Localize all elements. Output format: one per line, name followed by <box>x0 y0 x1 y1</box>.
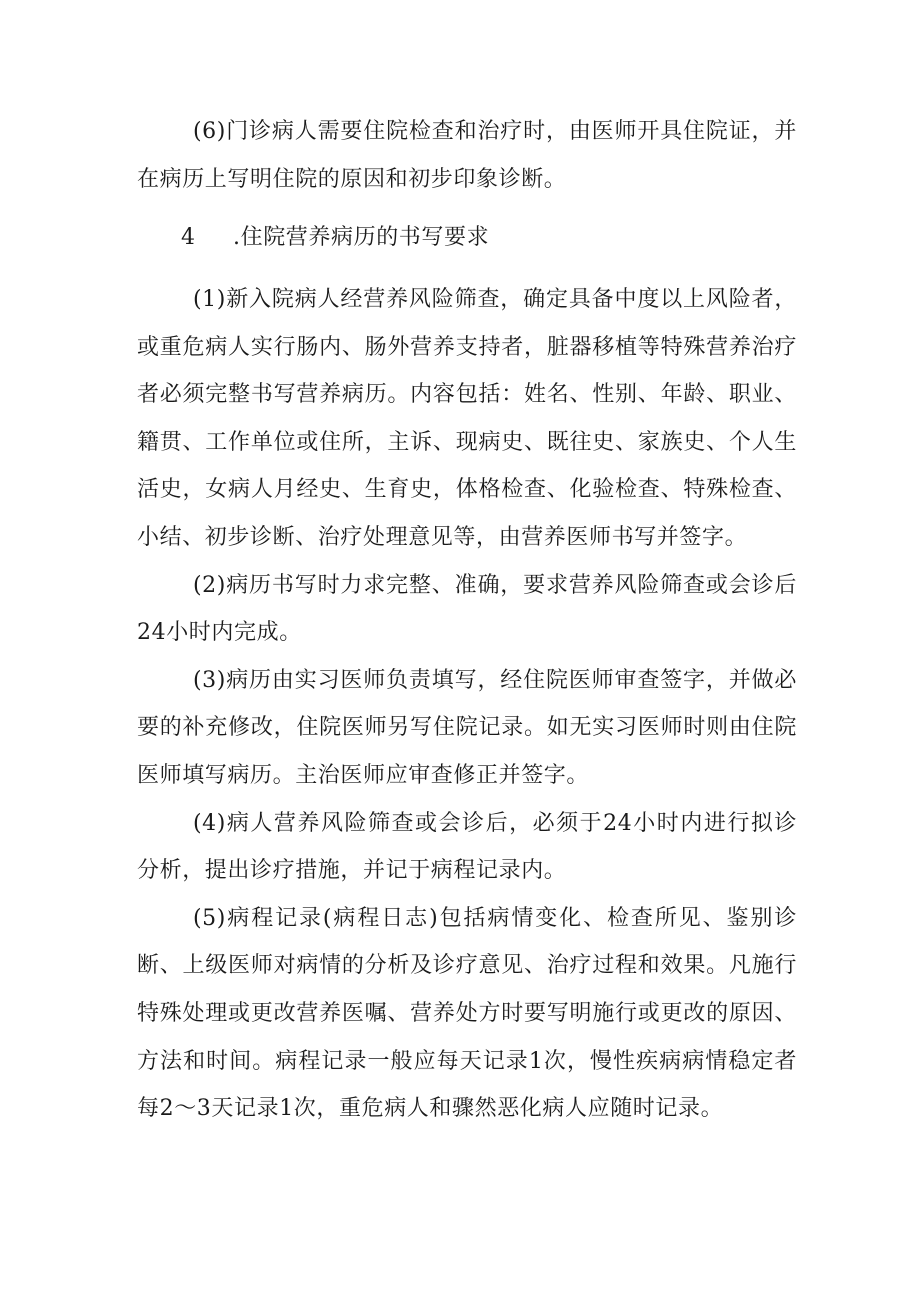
paragraph-6-outpatient: (6)门诊病人需要住院检查和治疗时，由医师开具住院证，并在病历上写明住院的原因和初步印象诊断。 <box>137 119 797 192</box>
paragraph-5: (5)病程记录(病程日志)包括病情变化、检查所见、鉴别诊断、上级医师对病情的分析及诊疗意见、治疗过程和效果。凡施行特殊处理或更改营养医嘱、营养处方时要写明施行或更改的原因、方法和时间。病程记录一般应每天记录1次，慢性疾病病情稳定者每2～3天记录1次，重危病人和骤然恶化病人应随时记录。 <box>137 905 797 1122</box>
section-top <box>137 108 797 203</box>
section-title: .住院营养病历的书写要求 <box>233 225 490 250</box>
paragraph-2: (2)病历书写时力求完整、准确，要求营养风险筛查或会诊后24小时内完成。 <box>137 572 797 646</box>
section-body <box>137 276 797 1133</box>
paragraph-3: (3)病历由实习医师负责填写，经住院医师审查签字，并做必要的补充修改，住院医师另写住院记录。如无实习医师时则由住院医师填写病历。主治医师应审查修正并签字。 <box>137 667 797 788</box>
paragraph-4: (4)病人营养风险筛查或会诊后，必须于24小时内进行拟诊分析，提出诊疗措施，并记于病程记录内。 <box>137 810 797 884</box>
section-heading <box>181 214 489 262</box>
paragraph-1: (1)新入院病人经营养风险筛查，确定具备中度以上风险者，或重危病人实行肠内、肠外营养支持者，脏器移植等特殊营养治疗者必须完整书写营养病历。内容包括：姓名、性别、年龄、职业、籍贯、工作单位或住所，主诉、现病史、既往史、家族史、个人生活史，女病人月经史、生育史，体格检查、化验检查、特殊检查、小结、初步诊断、治疗处理意见等，由营养医师书写并签字。 <box>137 287 797 550</box>
section-number: 4 <box>181 225 196 250</box>
